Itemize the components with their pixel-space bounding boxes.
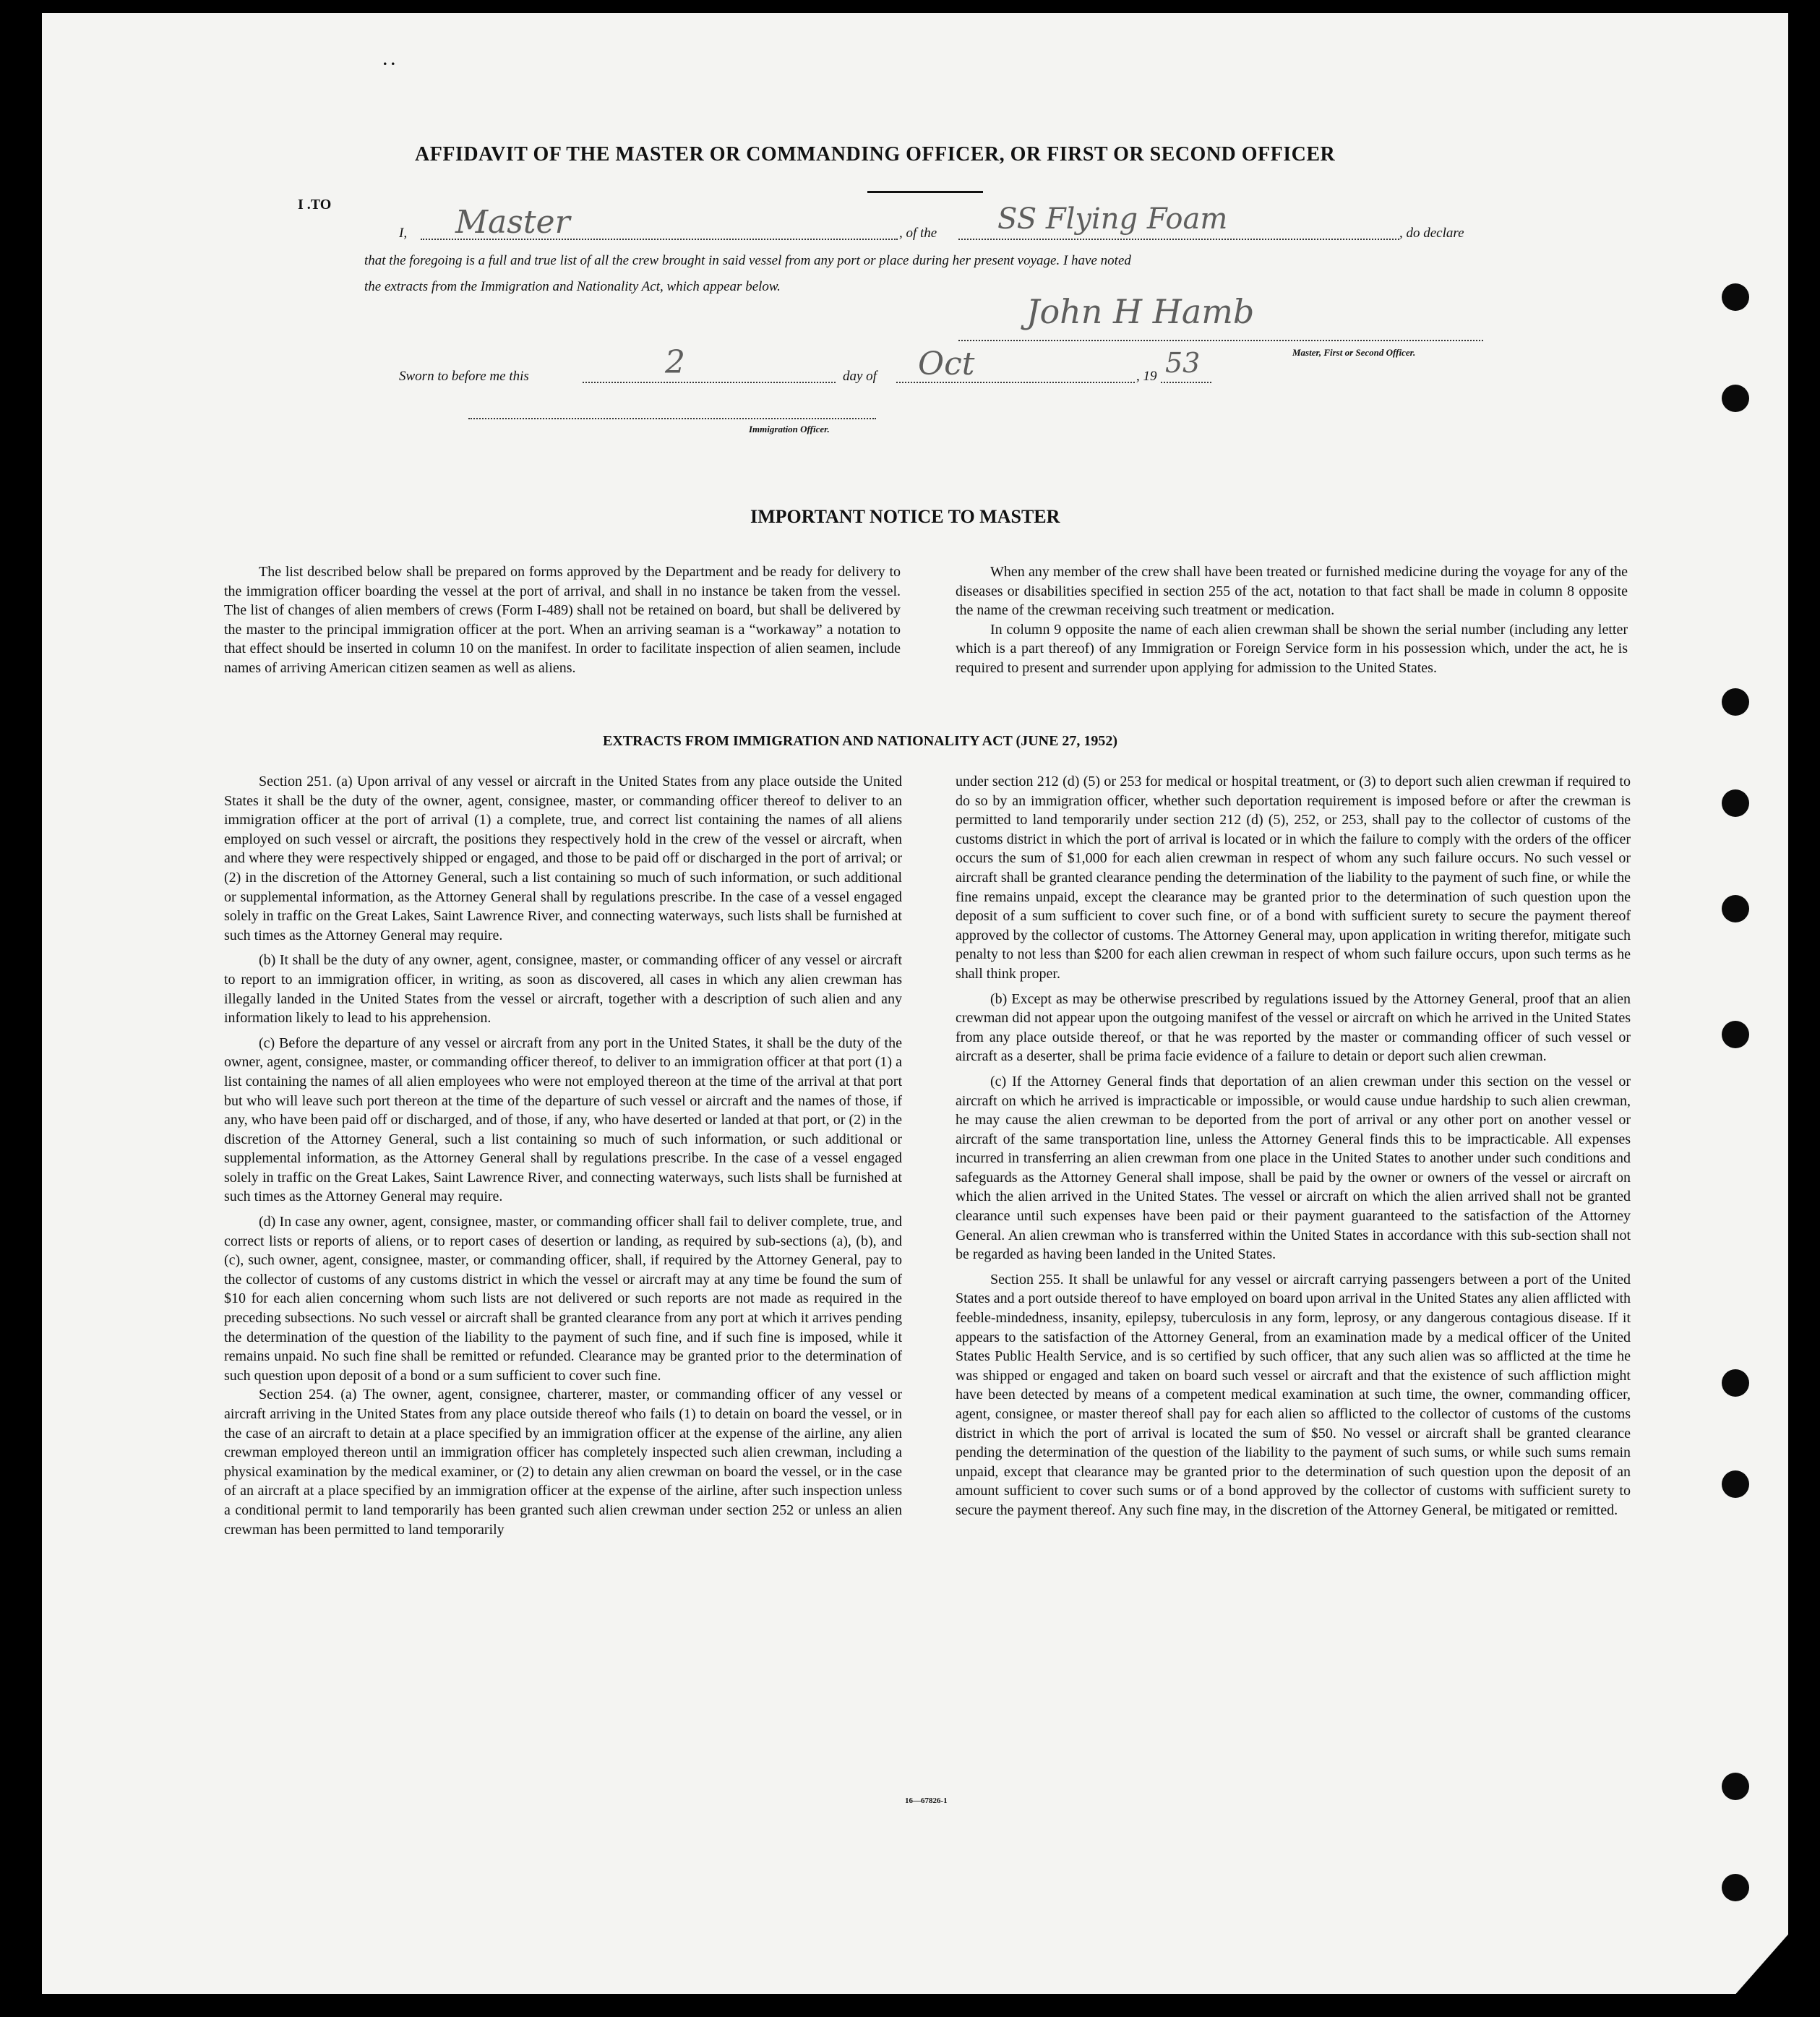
section-255: Section 255. It shall be unlawful for any vessel or aircraft carrying passengers between a port of the United States and a port outside thereof to have employed on board upon arrival in the United States any alien afflicted with feeble-mindedness, insanity, epilepsy, tuberculosis in any form, leprosy, or any dangerous contagious disease. If it appears to the satisfaction of the Attorney General, from an examination made by a medical officer of the United States Public Health Service, and is so certified by such officer, that any such alien was so afflicted at the time he was shipped or engaged and taken on board such vessel or aircraft and that the existence of such affliction might have been detected by means of a competent medical examination at such time, the owner, commanding officer, agent, consignee, or master thereof shall pay for each alien so afflicted to the collector of customs of the customs district in which the port of arrival is located the sum of $50. No vessel or aircraft shall be granted clearance pending the determination of the question of the liability to the payment of such sums, or while such sums remain unpaid, except that clearance may be granted prior to the determination of such question upon the deposit of an amount sufficient to cover such sums or of a bond approved by the collector of customs with sufficient surety to secure the payment thereof. Any such fine may, in the discretion of the Attorney General, be mitigated or remitted. (956, 1271, 1631, 1518)
punch-hole (1722, 1470, 1749, 1498)
do-declare-label: , do declare (1399, 226, 1464, 241)
i-label: I, (399, 226, 408, 241)
margin-mark: I .TO (298, 197, 332, 213)
section-254-a-cont: under section 212 (d) (5) or 253 for medical or hospital treatment, or (3) to deport such alien crewman if required to do so by an immigration officer, whether such deportation requirement is imposed before or after the crewman is permitted to land temporarily under section 212 (d) (5), 252, or 253, shall pay to the collector of customs of the customs district in which the port of arrival is located or in which the failure to comply with the orders of the officer occurs the sum of $1,000 for each alien crewman in respect of whom any such failure occurs. No such vessel or aircraft shall be granted clearance pending the determination of the liability to the payment of such fine, or while the fine remains unpaid, except the clearance may be granted prior to the determination of such question upon the deposit of a sum sufficient to cover such fine, or of a bond with sufficient surety to secure the payment thereof approved by the collector of customs. The Attorney General may, upon application in writing therefor, mitigate such penalty to not less than $200 for each alien crewman in respect of whom such failure occurs, upon such terms as he shall think proper. (956, 774, 1631, 982)
affidavit-title: AFFIDAVIT OF THE MASTER OR COMMANDING OFFICER, OR FIRST OR SECOND OFFICER (415, 143, 1336, 166)
notice-right-column (956, 562, 1628, 684)
extracts-right-column (956, 772, 1631, 1526)
section-251-c: (c) Before the departure of any vessel or aircraft from any port in the United States, it shall be the duty of the owner, agent, consignee, master, or commanding officer thereof, to deliver to an immigration officer at that port (1) a list containing the names of all alien employees who were not employed thereon at the time of the arrival at that port but who will leave such port thereon at the time of the departure of such vessel or aircraft and the names of those, if any, who have been paid off or discharged, and of those, if any, who have deserted or landed at that port, or (2) in the discretion of the Attorney General, such a list containing so much of such information, or such additional or supplemental information, as the Attorney General shall by regulations prescribe. In the case of a vessel engaged solely in traffic on the Great Lakes, Saint Lawrence River, and connecting waterways, such lists shall be furnished at such times as the Attorney General may require. (224, 1035, 902, 1205)
punch-hole (1722, 789, 1749, 817)
statement-line-2: the extracts from the Immigration and Nationality Act, which appear below. (364, 279, 781, 294)
signature-line (958, 340, 1483, 341)
section-251-a: Section 251. (a) Upon arrival of any vessel or aircraft in the United States from any place outside the United States it shall be the duty of the owner, agent, consignee, master, or commanding officer thereof to deliver to an immigration officer at the port of arrival (1) a complete, true, and correct list containing the names of all aliens employed on such vessel or aircraft, the positions they respectively hold in the crew of the vessel or aircraft, when and where they were respectively shipped or engaged, and those to be paid off or discharged in the port of arrival; or (2) in the discretion of the Attorney General, such a list containing so much of such information, or such additional or supplemental information, as the Attorney General shall by regulations prescribe. In the case of a vessel engaged solely in traffic on the Great Lakes, Saint Lawrence River, and connecting waterways, such lists shall be furnished at such times as the Attorney General may require. (224, 774, 902, 943)
section-254-c: (c) If the Attorney General finds that deportation of an alien crewman under this section on the vessel or aircraft on which he arrived is impracticable or impossible, or would cause undue hardship to such alien crewman, he may cause the alien crewman to be deported from the port of arrival or any other port on another vessel or aircraft of the same transportation line, unless the Attorney General finds this to be impracticable. All expenses incurred in transferring an alien crewman from one place in the United States to another under such conditions and safeguards as the Attorney General shall impose, shall be paid by the owner or owners of the vessel or aircraft on which the alien arrived in the United States. The vessel or aircraft on which the alien arrived shall not be granted clearance until such expenses have been paid or their payment guaranteed to the satisfaction of the Attorney General. An alien crewman who is transferred within the United States in accordance with this sub-section shall not be regarded as having been landed in the United States. (956, 1073, 1631, 1263)
of-the-label: , of the (899, 226, 937, 241)
punch-hole (1722, 1369, 1749, 1397)
immigration-officer-line (468, 418, 876, 419)
punch-hole (1722, 283, 1749, 311)
notice-title: IMPORTANT NOTICE TO MASTER (750, 506, 1060, 527)
notice-left-paragraph: The list described below shall be prepared on forms approved by the Department and be ready for delivery to the immigration officer boarding the vessel at the port of arrival, and shall in no instance be taken from the vessel. The list of changes of alien members of crews (Form I-489) shall not be retained on board, but shall be delivered by the master to the principal immigration officer at the port. When an arriving seaman is a “workaway” a notation to that effect should be inserted in column 10 on the manifest. In order to facilitate inspection of alien seamen, include names of arriving American citizen seamen as well as aliens. (224, 564, 901, 676)
section-254-a: Section 254. (a) The owner, agent, consignee, charterer, master, or commanding officer of any vessel or aircraft arriving in the United States from any place outside thereof who fails (1) to detain on board the vessel, or in the case of an aircraft to detain at a place specified by an immigration officer at the expense of the airline, any alien crewman employed thereon until an immigration officer has completely inspected such alien crewman, including a physical examination by the medical examiner, or (2) to detain any alien crewman on board the vessel, or in the case of an aircraft at a place specified by an immigration officer at the expense of the airline, after such inspection unless a conditional permit to land temporarily has been granted such alien crewman under section 252 or unless an alien crewman has been permitted to land temporarily (224, 1387, 902, 1538)
rank-handwritten: Master (455, 204, 570, 241)
month-handwritten: Oct (918, 346, 975, 382)
master-signature: John H Hamb (1026, 292, 1255, 331)
immigration-officer-caption: Immigration Officer. (749, 424, 830, 434)
notice-right-paragraph-2: In column 9 opposite the name of each alien crewman shall be shown the serial number (including any letter which is a part thereof) of any Immigration or Foreign Service form in his possession which, under the act, he is required to present and surrender upon applying for admission to the United States. (956, 621, 1628, 676)
day-line (583, 382, 836, 383)
vessel-line (958, 239, 1399, 240)
top-marks: . . (383, 51, 395, 69)
master-caption: Master, First or Second Officer. (1292, 347, 1416, 358)
notice-left-column (224, 562, 901, 684)
extracts-left-column (224, 772, 902, 1545)
section-254-b: (b) Except as may be otherwise prescribed by regulations issued by the Attorney General, proof that an alien crewman did not appear upon the outgoing manifest of the vessel or aircraft on which he arrived in the United States from any place outside thereof, or that he was reported by the master or commanding officer of such vessel or aircraft as a deserter, shall be prima facie evidence of a failure to detain or deport such alien crewman. (956, 990, 1631, 1065)
notice-right-paragraph-1: When any member of the crew shall have been treated or furnished medicine during the voyage for any of the diseases or disabilities specified in section 255 of the act, notation to that fact shall be made in column 8 opposite the name of the crewman receiving such treatment or medication. (956, 564, 1628, 619)
punch-hole (1722, 385, 1749, 412)
statement-line-1: that the foregoing is a full and true list of all the crew brought in said vessel from any port or place during her present voyage. I have noted (364, 253, 1131, 268)
punch-hole (1722, 688, 1749, 716)
title-rule (867, 191, 983, 193)
punch-hole (1722, 1773, 1749, 1800)
section-251-d: (d) In case any owner, agent, consignee, master, or commanding officer shall fail to deliver complete, true, and correct lists or reports of aliens, or to report cases of desertion or landing, as required by sub-sections (a), (b), and (c), such owner, agent, consignee, master, or commanding officer, shall, if required by the Attorney General, pay to the collector of customs of any customs district in which the vessel or aircraft may at any time be found the sum of $10 for each alien concerning whom such lists are not delivered or such reports are not made as required in the preceding subsections. No such vessel or aircraft shall be granted clearance from any port at which it arrives pending the determination of the question of the liability to the payment of such fine, and if such fine is imposed, while it remains unpaid. No such fine shall be remitted or refunded. Clearance may be granted prior to the determination of such question upon deposit of a bond or a sum sufficient to cover such fine. (224, 1214, 902, 1384)
extracts-title: EXTRACTS FROM IMMIGRATION AND NATIONALITY ACT (JUNE 27, 1952) (603, 733, 1118, 749)
form-number: 16—67826-1 (905, 1797, 948, 1805)
punch-hole (1722, 895, 1749, 922)
year-line (1161, 382, 1211, 383)
punch-hole (1722, 1021, 1749, 1048)
year-label: , 19 (1136, 369, 1157, 384)
section-251-b: (b) It shall be the duty of any owner, agent, consignee, master, or commanding officer of any vessel or aircraft to report to an immigration officer, in writing, as soon as discovered, all cases in which any alien crewman has illegally landed in the United States from the vessel or aircraft, together with a description of such alien and any information likely to lead to his apprehension. (224, 952, 902, 1027)
day-of-label: day of (843, 369, 877, 384)
year-handwritten: 53 (1165, 347, 1201, 379)
punch-hole (1722, 1874, 1749, 1901)
sworn-label: Sworn to before me this (399, 369, 529, 384)
vessel-handwritten: SS Flying Foam (997, 202, 1228, 236)
day-handwritten: 2 (665, 344, 685, 381)
